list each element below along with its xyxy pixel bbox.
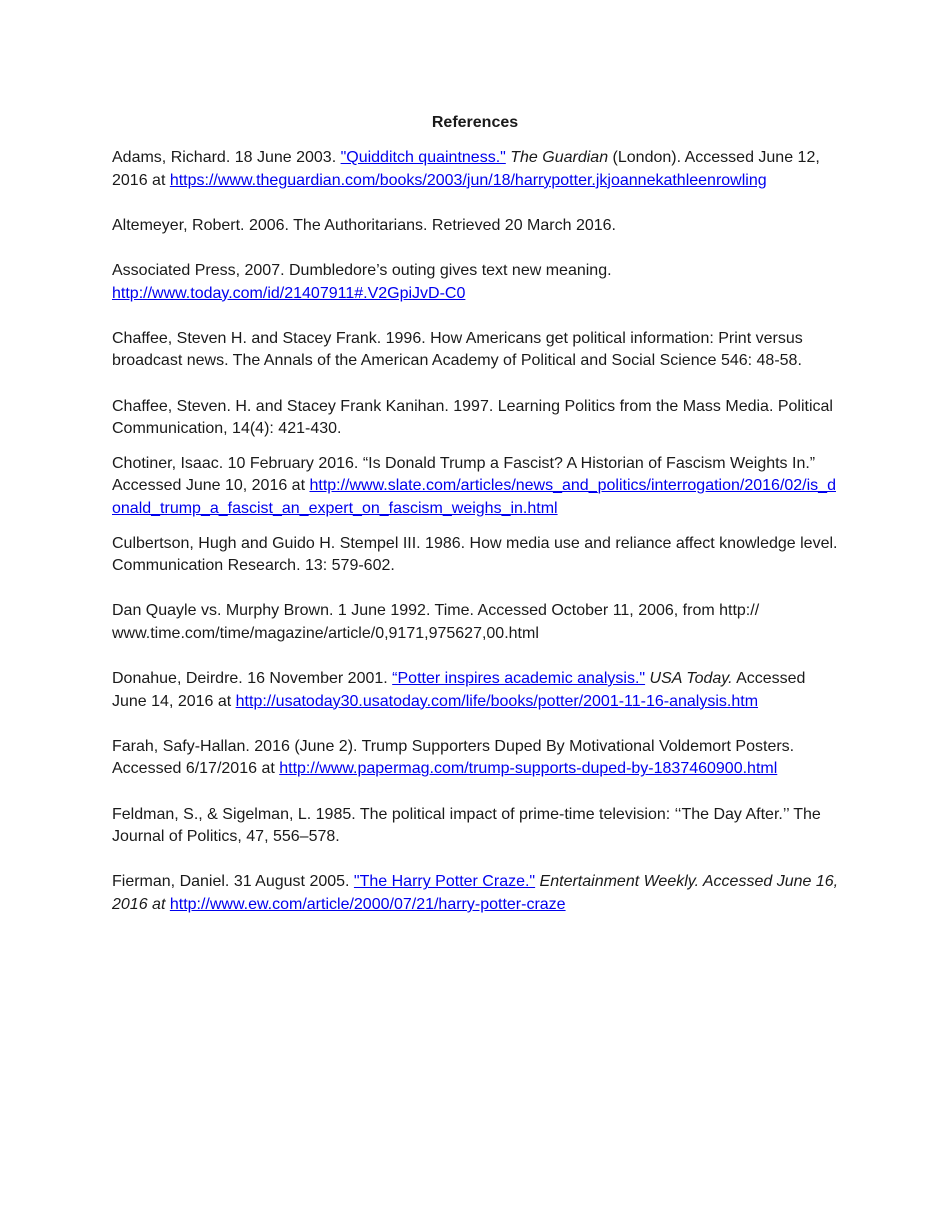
reference-text: Donahue, Deirdre. 16 November 2001. bbox=[112, 670, 393, 688]
reference-text: Dan Quayle vs. Murphy Brown. 1 June 1992. Time. Accessed October 11, 2006, from http:// www.time.com/time/magazine/article/0,9171,975627,00.html bbox=[112, 602, 760, 642]
reference-feldman bbox=[112, 804, 842, 849]
article-title-link[interactable]: "Quidditch quaintness." bbox=[340, 149, 506, 166]
reference-text: Feldman, S., & Sigelman, L. 1985. The political impact of prime-time television: ‘‘The Day After.’’ The Journal of Politics, 47, 556–578. bbox=[112, 805, 821, 846]
reference-text: Culbertson, Hugh and Guido H. Stempel III. 1986. How media use and reliance affect knowledge level. Communication Research. 13: 579-602. bbox=[112, 534, 838, 575]
reference-text: Chotiner, Isaac. 10 February 2016. “Is Donald Trump a Fascist? A Historian of Fascism Weights In.” Accessed June 10, 2016 at bbox=[112, 454, 816, 495]
publication-name: The Guardian bbox=[505, 149, 609, 166]
reference-adams bbox=[112, 147, 842, 192]
reference-associated-press bbox=[112, 260, 842, 305]
reference-url-link[interactable]: http://usatoday30.usatoday.com/life/books/potter/2001-11-16-analysis.htm bbox=[235, 692, 759, 710]
reference-farah bbox=[112, 736, 842, 781]
reference-url-link[interactable]: http://www.today.com/id/21407911#.V2GpiJvD-C0 bbox=[112, 284, 466, 302]
reference-text: Chaffee, Steven H. and Stacey Frank. 1996. How Americans get political information: Print versus broadcast news. The Annals of the American Academy of Political and Social Science 546: 48-58. bbox=[112, 329, 803, 370]
article-title-link[interactable]: "The Harry Potter Craze." bbox=[353, 873, 536, 891]
reference-text: Chaffee, Steven. H. and Stacey Frank Kanihan. 1997. Learning Politics from the Mass Media. Political Communication, 14(4): 421-430. bbox=[112, 397, 833, 438]
reference-url-link[interactable]: https://www.theguardian.com/books/2003/jun/18/harrypotter.jkjoannekathleenrowling bbox=[169, 171, 767, 189]
reference-url-link[interactable]: http://www.ew.com/article/2000/07/21/harry-potter-craze bbox=[169, 896, 566, 913]
reference-text: Accessed June 14, 2016 at bbox=[112, 670, 806, 710]
publication-name: USA Today. bbox=[645, 670, 733, 688]
reference-text: Fierman, Daniel. 31 August 2005. bbox=[112, 873, 354, 891]
reference-quayle bbox=[112, 600, 842, 645]
reference-chaffee-1996 bbox=[112, 328, 842, 373]
publication-name: Entertainment Weekly. Accessed June 16, 2016 at bbox=[112, 873, 839, 913]
reference-chotiner bbox=[112, 453, 842, 521]
reference-altemeyer bbox=[112, 215, 842, 238]
reference-text: Associated Press, 2007. Dumbledore’s outing gives text new meaning. bbox=[112, 261, 612, 279]
article-title-link[interactable]: “Potter inspires academic analysis." bbox=[392, 670, 646, 688]
reference-chaffee-1997 bbox=[112, 396, 842, 441]
reference-text: Altemeyer, Robert. 2006. The Authoritarians. Retrieved 20 March 2016. bbox=[112, 216, 616, 234]
reference-text: (London). Accessed June 12, 2016 at bbox=[112, 149, 820, 189]
reference-list bbox=[112, 147, 842, 917]
reference-donahue bbox=[112, 668, 842, 713]
reference-text: Adams, Richard. 18 June 2003. bbox=[112, 149, 341, 166]
reference-url-link[interactable]: http://www.slate.com/articles/news_and_politics/interrogation/2016/02/is_donald_trump_a_fascist_an_expert_on_fascism_weighs_in.html bbox=[112, 477, 836, 517]
reference-text: Farah, Safy-Hallan. 2016 (June 2). Trump Supporters Duped By Motivational Voldemort Posters. Accessed 6/17/2016 at bbox=[112, 737, 795, 778]
reference-culbertson bbox=[112, 533, 842, 578]
reference-url-link[interactable]: http://www.papermag.com/trump-supports-duped-by-1837460900.html bbox=[279, 760, 778, 778]
page-title: References bbox=[431, 114, 519, 131]
reference-fierman bbox=[112, 871, 842, 916]
